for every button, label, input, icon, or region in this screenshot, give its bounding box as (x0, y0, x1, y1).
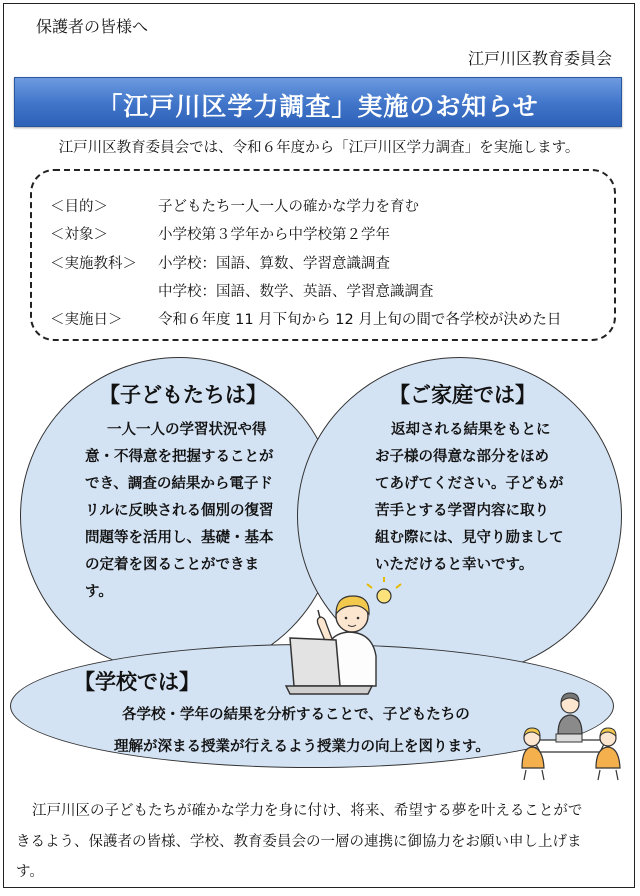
date-value: 令和６年度 11 月下旬から 12 月上旬の間で各学校が決めた日 (158, 312, 562, 328)
page-title: 「江戸川区学力調査」実施のお知らせ (97, 92, 539, 121)
subjects-junior: 中学校：国語、数学、英語、学習意識調査 (158, 284, 434, 300)
children-line: 意・不得意を把握することが (85, 449, 274, 465)
issuer: 江戸川区教育委員会 (467, 49, 612, 68)
children-line: リルに反映される個別の復習 (85, 503, 274, 519)
closing-line: 江戸川区の子どもたちが確かな学力を身に付け、将来、希望する夢を叶えることがで (32, 803, 583, 819)
home-line: いただけると幸いです。 (375, 557, 534, 573)
notice-page (3, 3, 635, 888)
target-label: ＜対象＞ (50, 227, 108, 243)
home-heading: 【ご家庭では】 (389, 383, 536, 407)
purpose-label: ＜目的＞ (50, 199, 108, 215)
children-line: す。 (85, 584, 113, 600)
children-line: でき、調査の結果から電子ド (85, 476, 273, 492)
school-line: 各学校・学年の結果を分析することで、子どもたちの (122, 707, 470, 723)
home-line: てあげてください。子どもが (375, 476, 564, 492)
title-banner (14, 77, 622, 127)
date-label: ＜実施日＞ (50, 312, 123, 328)
closing-line: きるよう、保護者の皆様、学校、教育委員会の一層の連携に御協力をお願い申し上げま (16, 834, 582, 850)
lightbulb-icon (367, 577, 401, 603)
home-line: 返却される結果をもとに (391, 422, 551, 438)
children-line: の定着を図ることができま (85, 557, 259, 573)
meeting-illustration (516, 690, 624, 782)
target-value: 小学校第３学年から中学校第２学年 (158, 227, 390, 243)
subjects-elementary: 小学校：国語、算数、学習意識調査 (158, 256, 390, 272)
closing-line: す。 (16, 864, 44, 880)
home-line: お子様の得意な部分をほめ (375, 449, 549, 465)
home-line: 組む際には、見守り励まして (375, 530, 564, 546)
children-line: 問題等を活用し、基礎・基本 (85, 530, 274, 546)
subjects-label: ＜実施教科＞ (50, 256, 137, 272)
student-laptop-illustration (276, 576, 406, 701)
greeting: 保護者の皆様へ (36, 17, 149, 36)
children-heading: 【子どもたちは】 (99, 383, 267, 407)
home-line: 苦手とする学習内容に取り (375, 503, 549, 519)
intro-text: 江戸川区教育委員会では、令和６年度から「江戸川区学力調査」を実施します。 (58, 140, 580, 156)
school-line: 理解が深まる授業が行えるよう授業力の向上を図ります。 (114, 739, 490, 755)
school-heading: 【学校では】 (74, 670, 200, 694)
info-box (30, 169, 616, 341)
purpose-value: 子どもたち一人一人の確かな学力を育む (158, 199, 419, 215)
children-line: 一人一人の学習状況や得 (107, 422, 267, 438)
